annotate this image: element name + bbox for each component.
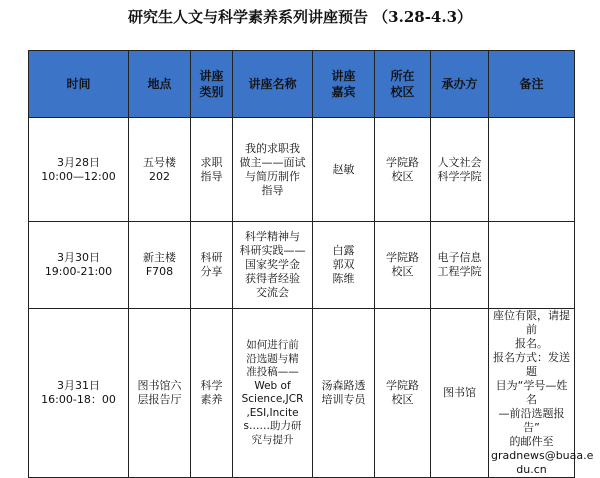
header-location: 地点 (129, 51, 191, 118)
cell-time: 3月28日 10:00—12:00 (29, 118, 129, 222)
header-notes: 备注 (489, 51, 575, 118)
cell-location: 五号楼 202 (129, 118, 191, 222)
cell-campus: 学院路 校区 (375, 309, 431, 478)
cell-notes: 座位有限，请提前 报名。 报名方式：发送题 目为“学号—姓名 —前沿选题报告” 的邮件至 gradnews@buaa.e du.cn (489, 309, 575, 478)
cell-notes (489, 118, 575, 222)
table-row (29, 309, 575, 478)
cell-location: 新主楼 F708 (129, 222, 191, 309)
table-row (29, 222, 575, 309)
cell-lecture-name: 我的求职我 做主——面试 与简历制作 指导 (233, 118, 313, 222)
header-speaker: 讲座 嘉宾 (313, 51, 375, 118)
table-header-row (29, 51, 575, 118)
cell-time: 3月31日 16:00-18：00 (29, 309, 129, 478)
header-time: 时间 (29, 51, 129, 118)
cell-speaker: 白露 郭双 陈维 (313, 222, 375, 309)
cell-category: 求职 指导 (191, 118, 233, 222)
cell-organizer: 图书馆 (431, 309, 489, 478)
header-organizer: 承办方 (431, 51, 489, 118)
page-title: 研究生人文与科学素养系列讲座预告 （3.28-4.3） (127, 8, 473, 26)
cell-organizer: 电子信息 工程学院 (431, 222, 489, 309)
header-category: 讲座 类别 (191, 51, 233, 118)
cell-notes (489, 222, 575, 309)
cell-campus: 学院路 校区 (375, 118, 431, 222)
cell-lecture-name: 科学精神与 科研实践—— 国家奖学金 获得者经验 交流会 (233, 222, 313, 309)
header-lecture-name: 讲座名称 (233, 51, 313, 118)
cell-campus: 学院路 校区 (375, 222, 431, 309)
cell-organizer: 人文社会 科学学院 (431, 118, 489, 222)
cell-category: 科研 分享 (191, 222, 233, 309)
header-campus: 所在 校区 (375, 51, 431, 118)
cell-time: 3月30日 19:00-21:00 (29, 222, 129, 309)
cell-category: 科学 素养 (191, 309, 233, 478)
cell-lecture-name: 如何进行前 沿选题与精 准投稿—— Web of Science,JCR ,ESI,Incite s……助力研 究与提升 (233, 309, 313, 478)
cell-location: 图书馆六 层报告厅 (129, 309, 191, 478)
cell-speaker: 汤森路透 培训专员 (313, 309, 375, 478)
lecture-schedule-table (28, 50, 594, 478)
table-row (29, 118, 575, 222)
cell-speaker: 赵敏 (313, 118, 375, 222)
